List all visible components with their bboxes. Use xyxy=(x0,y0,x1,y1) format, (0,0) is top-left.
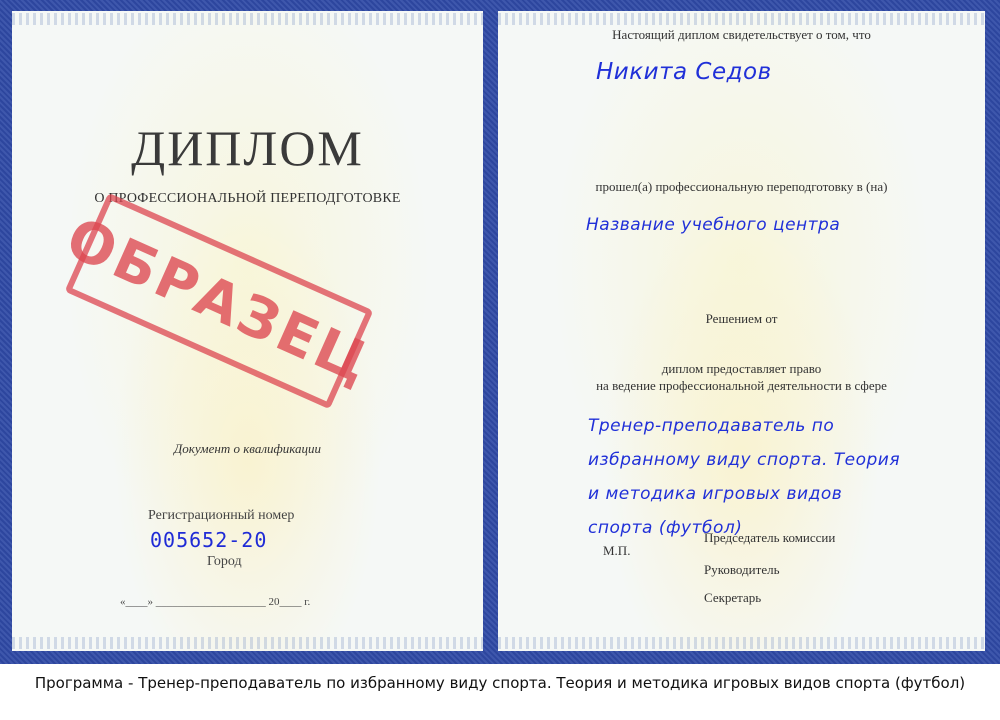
professional-activity-text: на ведение профессиональной деятельности в сфере xyxy=(596,378,887,393)
guilloche-border-bottom xyxy=(498,637,985,649)
activity-sphere-line: избранному виду спорта. Теория xyxy=(588,450,901,470)
sample-stamp-text: ОБРАЗЕЦ xyxy=(57,205,381,397)
program-caption: Программа - Тренер-преподаватель по избранному виду спорта. Теория и методика игровых видов спорта (футбол) xyxy=(34,674,966,692)
diploma-left-page xyxy=(12,11,483,651)
activity-sphere-line: Тренер-преподаватель по xyxy=(588,416,835,436)
director-label: Руководитель xyxy=(704,562,780,577)
activity-sphere-line: и методика игровых видов xyxy=(588,484,843,504)
certifies-text: Настоящий диплом свидетельствует о том, что xyxy=(612,27,871,42)
commission-chairman-label: Председатель комиссии xyxy=(704,530,836,545)
diploma-subtitle: О ПРОФЕССИОНАЛЬНОЙ ПЕРЕПОДГОТОВКЕ xyxy=(94,191,401,206)
diploma-title: ДИПЛОМ xyxy=(131,120,364,176)
guilloche-border-bottom xyxy=(12,637,483,649)
holder-name: Никита Седов xyxy=(596,59,772,85)
secretary-label: Секретарь xyxy=(704,590,762,605)
registration-number-label: Регистрационный номер xyxy=(148,508,295,523)
completed-training-text: прошел(а) профессиональную переподготовку в (на) xyxy=(595,179,888,194)
issue-date-line: «____» ____________________ 20____ г. xyxy=(120,596,311,608)
document-qualification-label: Документ о квалификации xyxy=(174,441,321,456)
grants-right-text: диплом предоставляет право xyxy=(661,361,822,376)
activity-sphere-line: спорта (футбол) xyxy=(588,518,743,538)
training-center-name: Название учебного центра xyxy=(586,215,841,235)
registration-number-value: 005652-20 xyxy=(150,528,268,552)
guilloche-border-top xyxy=(498,13,985,25)
city-label: Город xyxy=(207,554,242,569)
activity-sphere xyxy=(588,409,908,545)
guilloche-border-top xyxy=(12,13,483,25)
diploma-right-page xyxy=(498,11,985,651)
decision-label: Решением от xyxy=(705,311,778,326)
sample-stamp xyxy=(57,193,381,410)
seal-place-label: М.П. xyxy=(603,543,631,558)
